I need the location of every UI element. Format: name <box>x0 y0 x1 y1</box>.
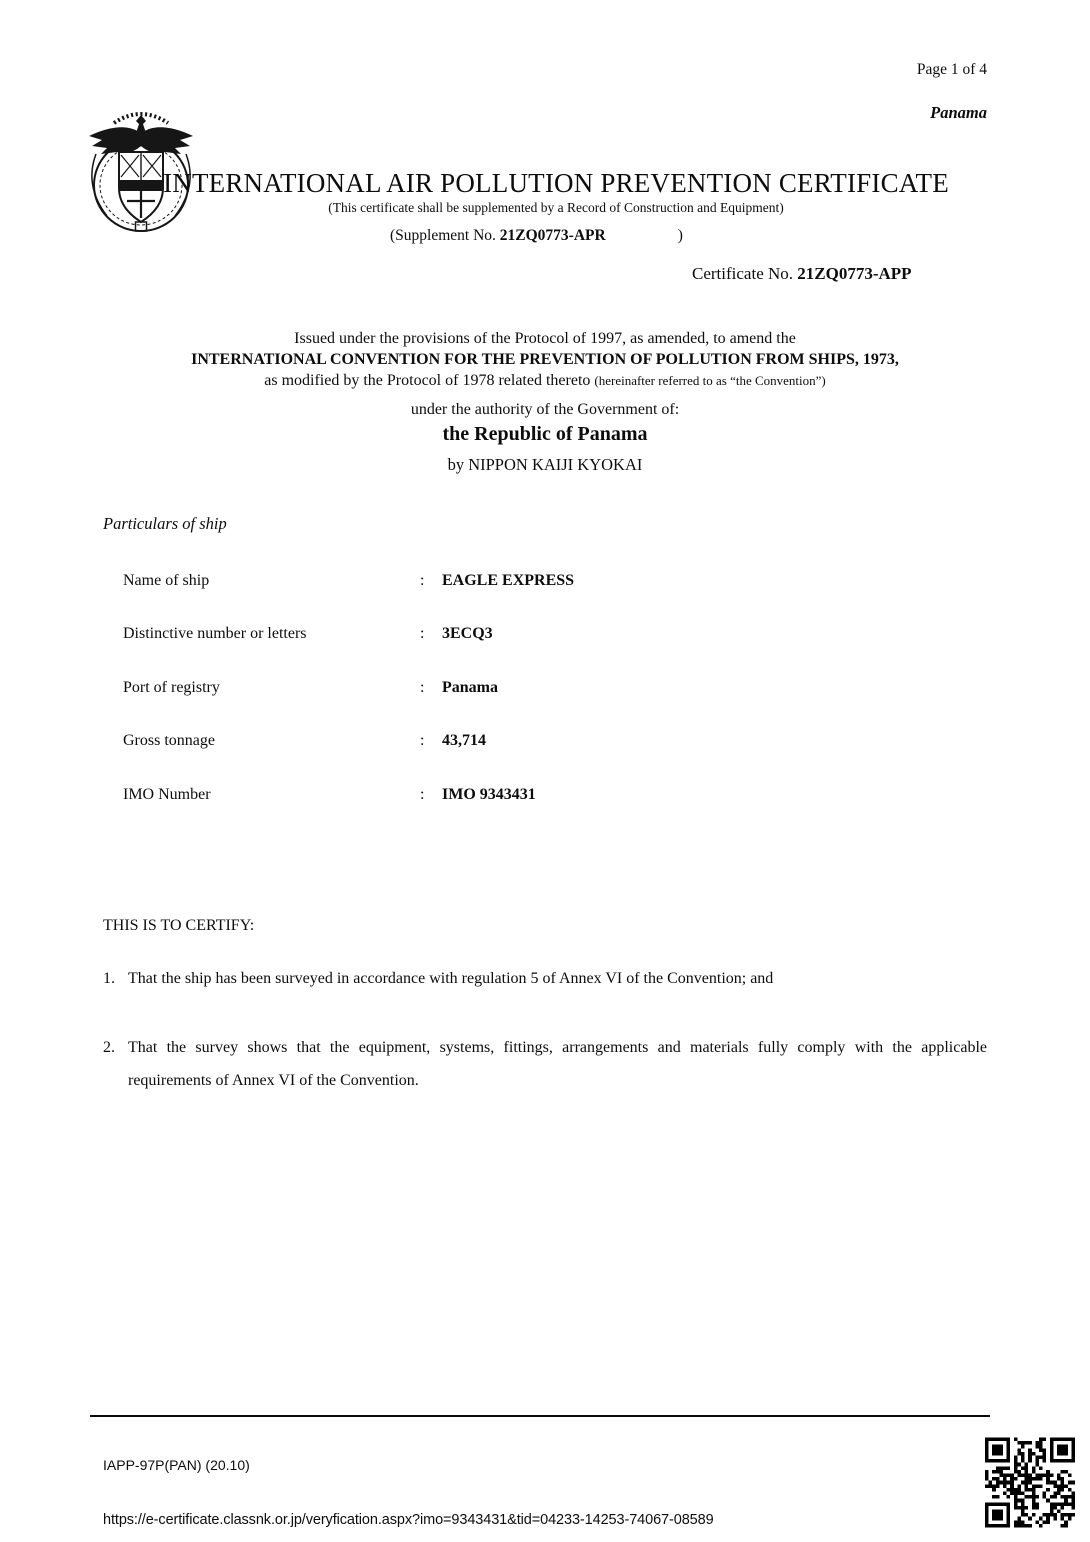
particular-label: Gross tonnage <box>123 732 215 749</box>
particular-label: IMO Number <box>123 786 211 803</box>
supplement-prefix: (Supplement No. <box>390 227 500 244</box>
supplement-number-line <box>390 227 683 245</box>
preamble-line-3-main: as modified by the Protocol of 1978 related thereto <box>264 372 595 389</box>
particular-value: EAGLE EXPRESS <box>442 572 575 589</box>
particular-label: Distinctive number or letters <box>123 625 307 642</box>
particular-separator: : <box>420 572 425 589</box>
particular-value: 43,714 <box>442 732 486 749</box>
certify-item-text: That the ship has been surveyed in accordance with regulation 5 of Annex VI of the Convention; and <box>128 970 774 987</box>
certify-item-number: 1. <box>103 970 115 987</box>
certificate-number: 21ZQ0773-APP <box>797 264 912 283</box>
particular-separator: : <box>420 786 425 803</box>
preamble-line-1: Issued under the provisions of the Protocol of 1997, as amended, to amend the <box>294 330 796 347</box>
particular-row-distinctive-number <box>123 625 493 643</box>
certify-item-text: That the survey shows that the equipment, systems, fittings, arrangements and materials fully comply with the applicable requirements of Annex VI of the Convention. <box>128 1039 987 1089</box>
supplement-close-paren: ) <box>677 227 683 244</box>
government-name: the Republic of Panama <box>442 423 648 445</box>
verification-url: https://e-certificate.classnk.or.jp/veryfication.aspx?imo=9343431&tid=04233-14253-74067-08589 <box>103 1512 714 1528</box>
particular-value: IMO 9343431 <box>442 786 536 803</box>
supplement-number: 21ZQ0773-APR <box>499 227 606 244</box>
particular-value: 3ECQ3 <box>442 625 493 642</box>
certificate-number-prefix: Certificate No. <box>692 264 798 283</box>
page-number: Page 1 of 4 <box>916 61 987 78</box>
certificate-title: INTERNATIONAL AIR POLLUTION PREVENTION CERTIFICATE <box>163 168 949 198</box>
particular-row-port-of-registry <box>123 679 498 697</box>
certificate-number-line <box>692 264 912 284</box>
particular-label: Port of registry <box>123 679 220 696</box>
certificate-subtitle: (This certificate shall be supplemented by a Record of Construction and Equipment) <box>328 200 784 215</box>
preamble-line-3-paren: (hereinafter referred to as “the Convention”) <box>594 373 826 388</box>
particular-row-imo-number <box>123 786 536 804</box>
certify-heading: THIS IS TO CERTIFY: <box>103 917 255 934</box>
particular-separator: : <box>420 732 425 749</box>
particular-row-name-of-ship <box>123 572 574 590</box>
certify-item-1 <box>103 968 987 990</box>
form-code: IAPP-97P(PAN) (20.10) <box>103 1457 250 1473</box>
particular-row-gross-tonnage <box>123 732 486 750</box>
preamble <box>0 328 1090 391</box>
qr-code <box>985 1436 1075 1529</box>
preamble-line-2: INTERNATIONAL CONVENTION FOR THE PREVENTION OF POLLUTION FROM SHIPS, 1973, <box>191 351 899 368</box>
certify-item-2 <box>103 1031 987 1097</box>
particular-value: Panama <box>442 679 498 696</box>
certify-item-number: 2. <box>103 1039 115 1056</box>
footer-divider <box>90 1415 990 1417</box>
particular-separator: : <box>420 625 425 642</box>
issuing-society: by NIPPON KAIJI KYOKAI <box>447 455 643 474</box>
particulars-heading: Particulars of ship <box>103 514 227 533</box>
authority-line: under the authority of the Government of: <box>410 401 680 418</box>
country-label: Panama <box>930 103 987 122</box>
particular-separator: : <box>420 679 425 696</box>
preamble-line-3 <box>0 370 1090 391</box>
particular-label: Name of ship <box>123 572 210 589</box>
